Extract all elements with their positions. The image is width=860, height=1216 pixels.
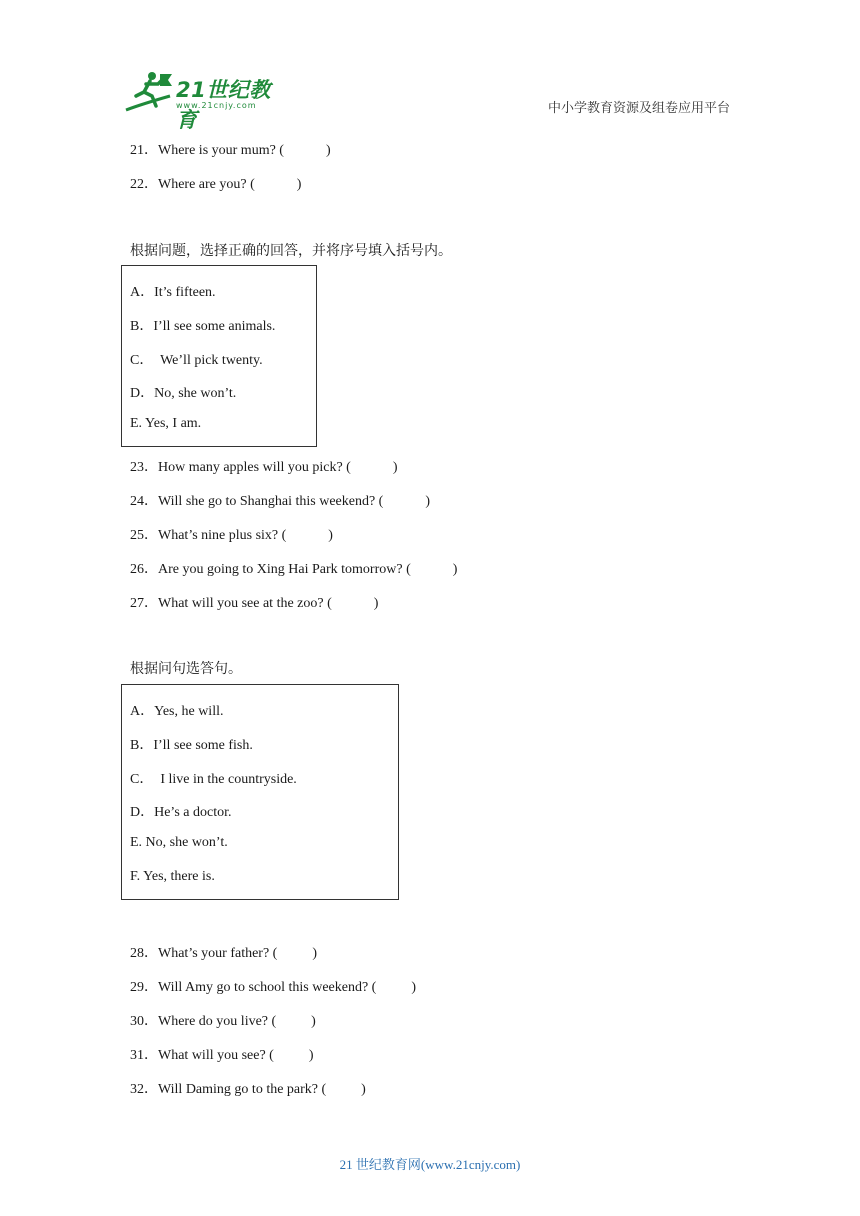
option-a: A．Yes, he will. (130, 704, 224, 719)
question-30: 30．Where do you live? ( ) (130, 1014, 316, 1029)
section2-options-box (121, 265, 317, 447)
question-26: 26．Are you going to Xing Hai Park tomorrow? ( ) (130, 562, 458, 577)
question-28: 28．What’s your father? ( ) (130, 946, 317, 961)
option-c: C． I live in the countryside. (130, 772, 297, 787)
question-32: 32．Will Daming go to the park? ( ) (130, 1082, 366, 1097)
footer-link[interactable]: 21 世纪教育网(www.21cnjy.com) (339, 1157, 521, 1172)
question-22: 22．Where are you? ( ) (130, 177, 302, 192)
question-25: 25．What’s nine plus six? ( ) (130, 528, 333, 543)
option-b: B．I’ll see some animals. (130, 319, 276, 334)
section3-instruction: 根据问句选答句。 (130, 661, 242, 677)
option-d: D．He’s a doctor. (130, 805, 232, 820)
option-e: E. Yes, I am. (130, 416, 202, 431)
runner-icon (122, 70, 174, 114)
option-d: D．No, she won’t. (130, 386, 237, 401)
question-21: 21．Where is your mum? ( ) (130, 143, 331, 158)
question-31: 31．What will you see? ( ) (130, 1048, 314, 1063)
section2-instruction: 根据问题，选择正确的回答，并将序号填入括号内。 (130, 243, 452, 259)
logo (122, 68, 292, 132)
option-e: E. No, she won’t. (130, 835, 228, 850)
logo-url: www.21cnjy.com (176, 101, 257, 110)
question-24: 24．Will she go to Shanghai this weekend? ( ) (130, 494, 430, 509)
option-a: A．It’s fifteen. (130, 285, 216, 300)
option-c: C． We’ll pick twenty. (130, 353, 263, 368)
option-b: B．I’ll see some fish. (130, 738, 253, 753)
option-f: F. Yes, there is. (130, 869, 215, 884)
question-29: 29．Will Amy go to school this weekend? ( ) (130, 980, 417, 995)
logo-text: 21世纪教育 (176, 78, 271, 132)
question-27: 27．What will you see at the zoo? ( ) (130, 596, 379, 611)
question-23: 23．How many apples will you pick? ( ) (130, 460, 398, 475)
header-platform-text: 中小学教育资源及组卷应用平台 (547, 101, 730, 116)
section3-options-box (121, 684, 399, 900)
